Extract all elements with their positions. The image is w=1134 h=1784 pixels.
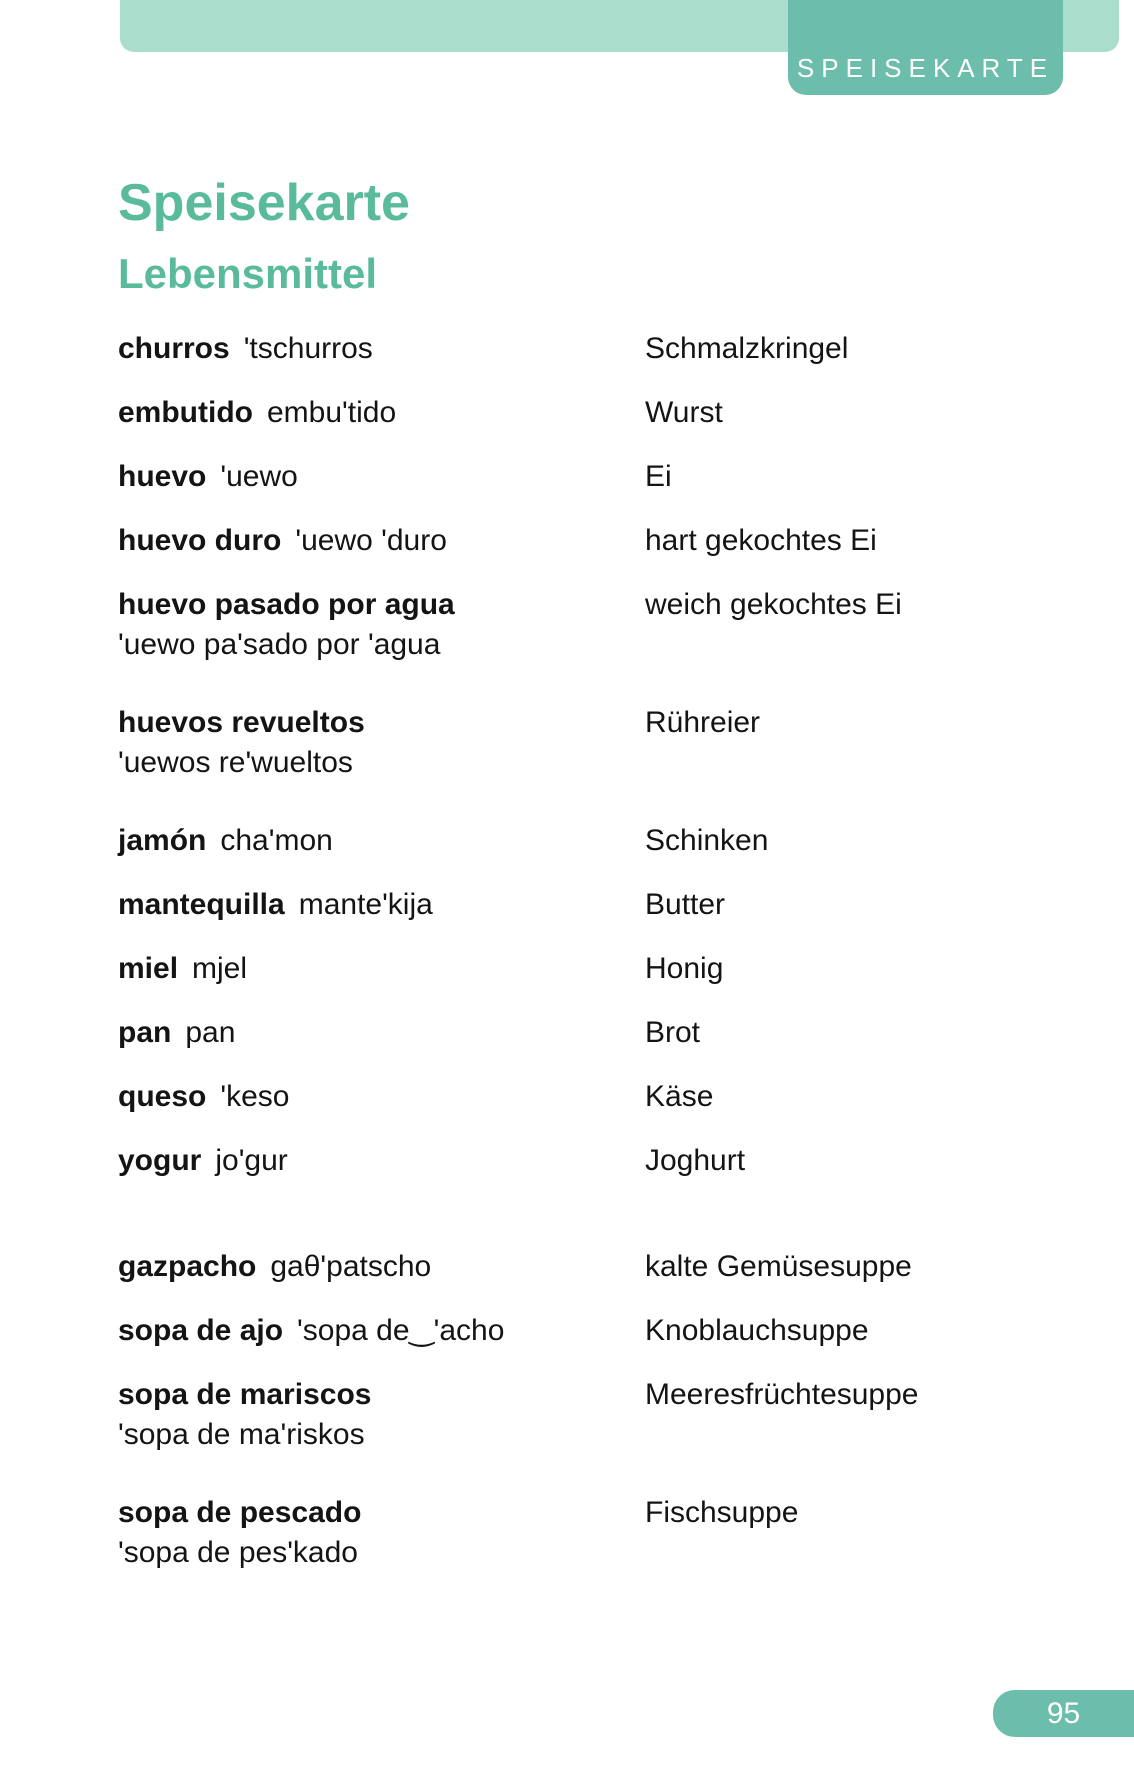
spanish-term: yogur xyxy=(118,1144,202,1177)
german-translation: Butter xyxy=(645,888,726,921)
dictionary-entry xyxy=(118,1013,1078,1053)
dictionary-entry xyxy=(118,457,1078,497)
spanish-term: churros xyxy=(118,332,230,365)
entry-first-line xyxy=(118,824,333,857)
vocabulary-list xyxy=(118,329,1078,1573)
entry-first-line xyxy=(118,1144,288,1177)
phonetic-transcription: 'uewos re'wueltos xyxy=(118,746,353,779)
entry-first-line xyxy=(118,706,365,739)
dictionary-entry xyxy=(118,329,1078,369)
german-translation: hart gekochtes Ei xyxy=(645,524,877,557)
dictionary-entry xyxy=(118,821,1078,861)
entry-first-line xyxy=(118,332,373,365)
dictionary-entry xyxy=(118,1311,1078,1351)
german-translation: Schmalzkringel xyxy=(645,332,849,365)
spanish-term: embutido xyxy=(118,396,253,429)
german-translation: weich gekochtes Ei xyxy=(645,588,902,621)
phonetic-transcription: 'sopa de‿'acho xyxy=(297,1314,505,1347)
spanish-term: jamón xyxy=(118,824,207,857)
dictionary-entry xyxy=(118,949,1078,989)
dictionary-entry xyxy=(118,521,1078,561)
phonetic-transcription: mjel xyxy=(192,952,248,985)
german-translation: kalte Gemüsesuppe xyxy=(645,1250,912,1283)
page-number: 95 xyxy=(1046,1696,1081,1730)
spanish-term: huevo pasado por agua xyxy=(118,588,455,621)
german-translation: Rühreier xyxy=(645,706,761,739)
spanish-term: huevo duro xyxy=(118,524,282,557)
phonetic-transcription: 'uewo pa'sado por 'agua xyxy=(118,628,441,661)
dictionary-entry xyxy=(118,393,1078,433)
german-translation: Joghurt xyxy=(645,1144,746,1177)
spanish-term: mantequilla xyxy=(118,888,285,921)
phonetic-transcription: 'sopa de pes'kado xyxy=(118,1536,358,1569)
entry-first-line xyxy=(118,460,298,493)
entry-first-line xyxy=(118,396,396,429)
entry-first-line xyxy=(118,1496,361,1529)
spanish-term: sopa de mariscos xyxy=(118,1378,372,1411)
phonetic-transcription: 'keso xyxy=(220,1080,290,1113)
entry-first-line xyxy=(118,1378,371,1411)
spanish-term: huevo xyxy=(118,460,207,493)
dictionary-entry xyxy=(118,1375,1078,1455)
entry-first-line xyxy=(118,888,433,921)
phonetic-transcription: mante'kija xyxy=(298,888,433,921)
phonetic-transcription: 'uewo 'duro xyxy=(295,524,447,557)
entry-first-line xyxy=(118,588,455,621)
dictionary-entry xyxy=(118,1077,1078,1117)
spanish-term: queso xyxy=(118,1080,207,1113)
entry-first-line xyxy=(118,1314,504,1347)
spanish-term: sopa de ajo xyxy=(118,1314,284,1347)
page-content xyxy=(118,0,1078,1611)
spanish-term: sopa de pescado xyxy=(118,1496,362,1529)
german-translation: Wurst xyxy=(645,396,723,429)
entry-first-line xyxy=(118,524,447,557)
spanish-term: huevos revueltos xyxy=(118,706,365,739)
german-translation: Fischsuppe xyxy=(645,1496,799,1529)
entry-first-line xyxy=(118,1080,289,1113)
spanish-term: miel xyxy=(118,952,179,985)
entry-first-line xyxy=(118,952,247,985)
section-heading: Lebensmittel xyxy=(118,250,378,297)
german-translation: Knoblauchsuppe xyxy=(645,1314,869,1347)
dictionary-entry xyxy=(118,703,1078,783)
page-title: Speisekarte xyxy=(118,174,410,232)
dictionary-entry xyxy=(118,585,1078,665)
spanish-term: gazpacho xyxy=(118,1250,257,1283)
german-translation: Käse xyxy=(645,1080,714,1113)
entry-first-line xyxy=(118,1250,431,1283)
entry-first-line xyxy=(118,1016,235,1049)
phonetic-transcription: jo'gur xyxy=(215,1144,288,1177)
dictionary-entry xyxy=(118,885,1078,925)
spanish-term: pan xyxy=(118,1016,172,1049)
phonetic-transcription: embu'tido xyxy=(267,396,397,429)
phonetic-transcription: cha'mon xyxy=(220,824,333,857)
german-translation: Schinken xyxy=(645,824,769,857)
phonetic-transcription: 'uewo xyxy=(220,460,298,493)
german-translation: Honig xyxy=(645,952,724,985)
chapter-tab-label: SPEISEKARTE xyxy=(796,53,1055,83)
page-number-tab xyxy=(993,1690,1134,1737)
phonetic-transcription: 'sopa de ma'riskos xyxy=(118,1418,365,1451)
dictionary-entry xyxy=(118,1493,1078,1573)
phonetic-transcription: 'tschurros xyxy=(243,332,373,365)
phonetic-transcription: pan xyxy=(185,1016,236,1049)
phonetic-transcription: gaθ'patscho xyxy=(270,1250,432,1283)
dictionary-entry xyxy=(118,1141,1078,1181)
dictionary-entry xyxy=(118,1247,1078,1287)
german-translation: Brot xyxy=(645,1016,701,1049)
german-translation: Meeresfrüchtesuppe xyxy=(645,1378,919,1411)
german-translation: Ei xyxy=(645,460,672,493)
